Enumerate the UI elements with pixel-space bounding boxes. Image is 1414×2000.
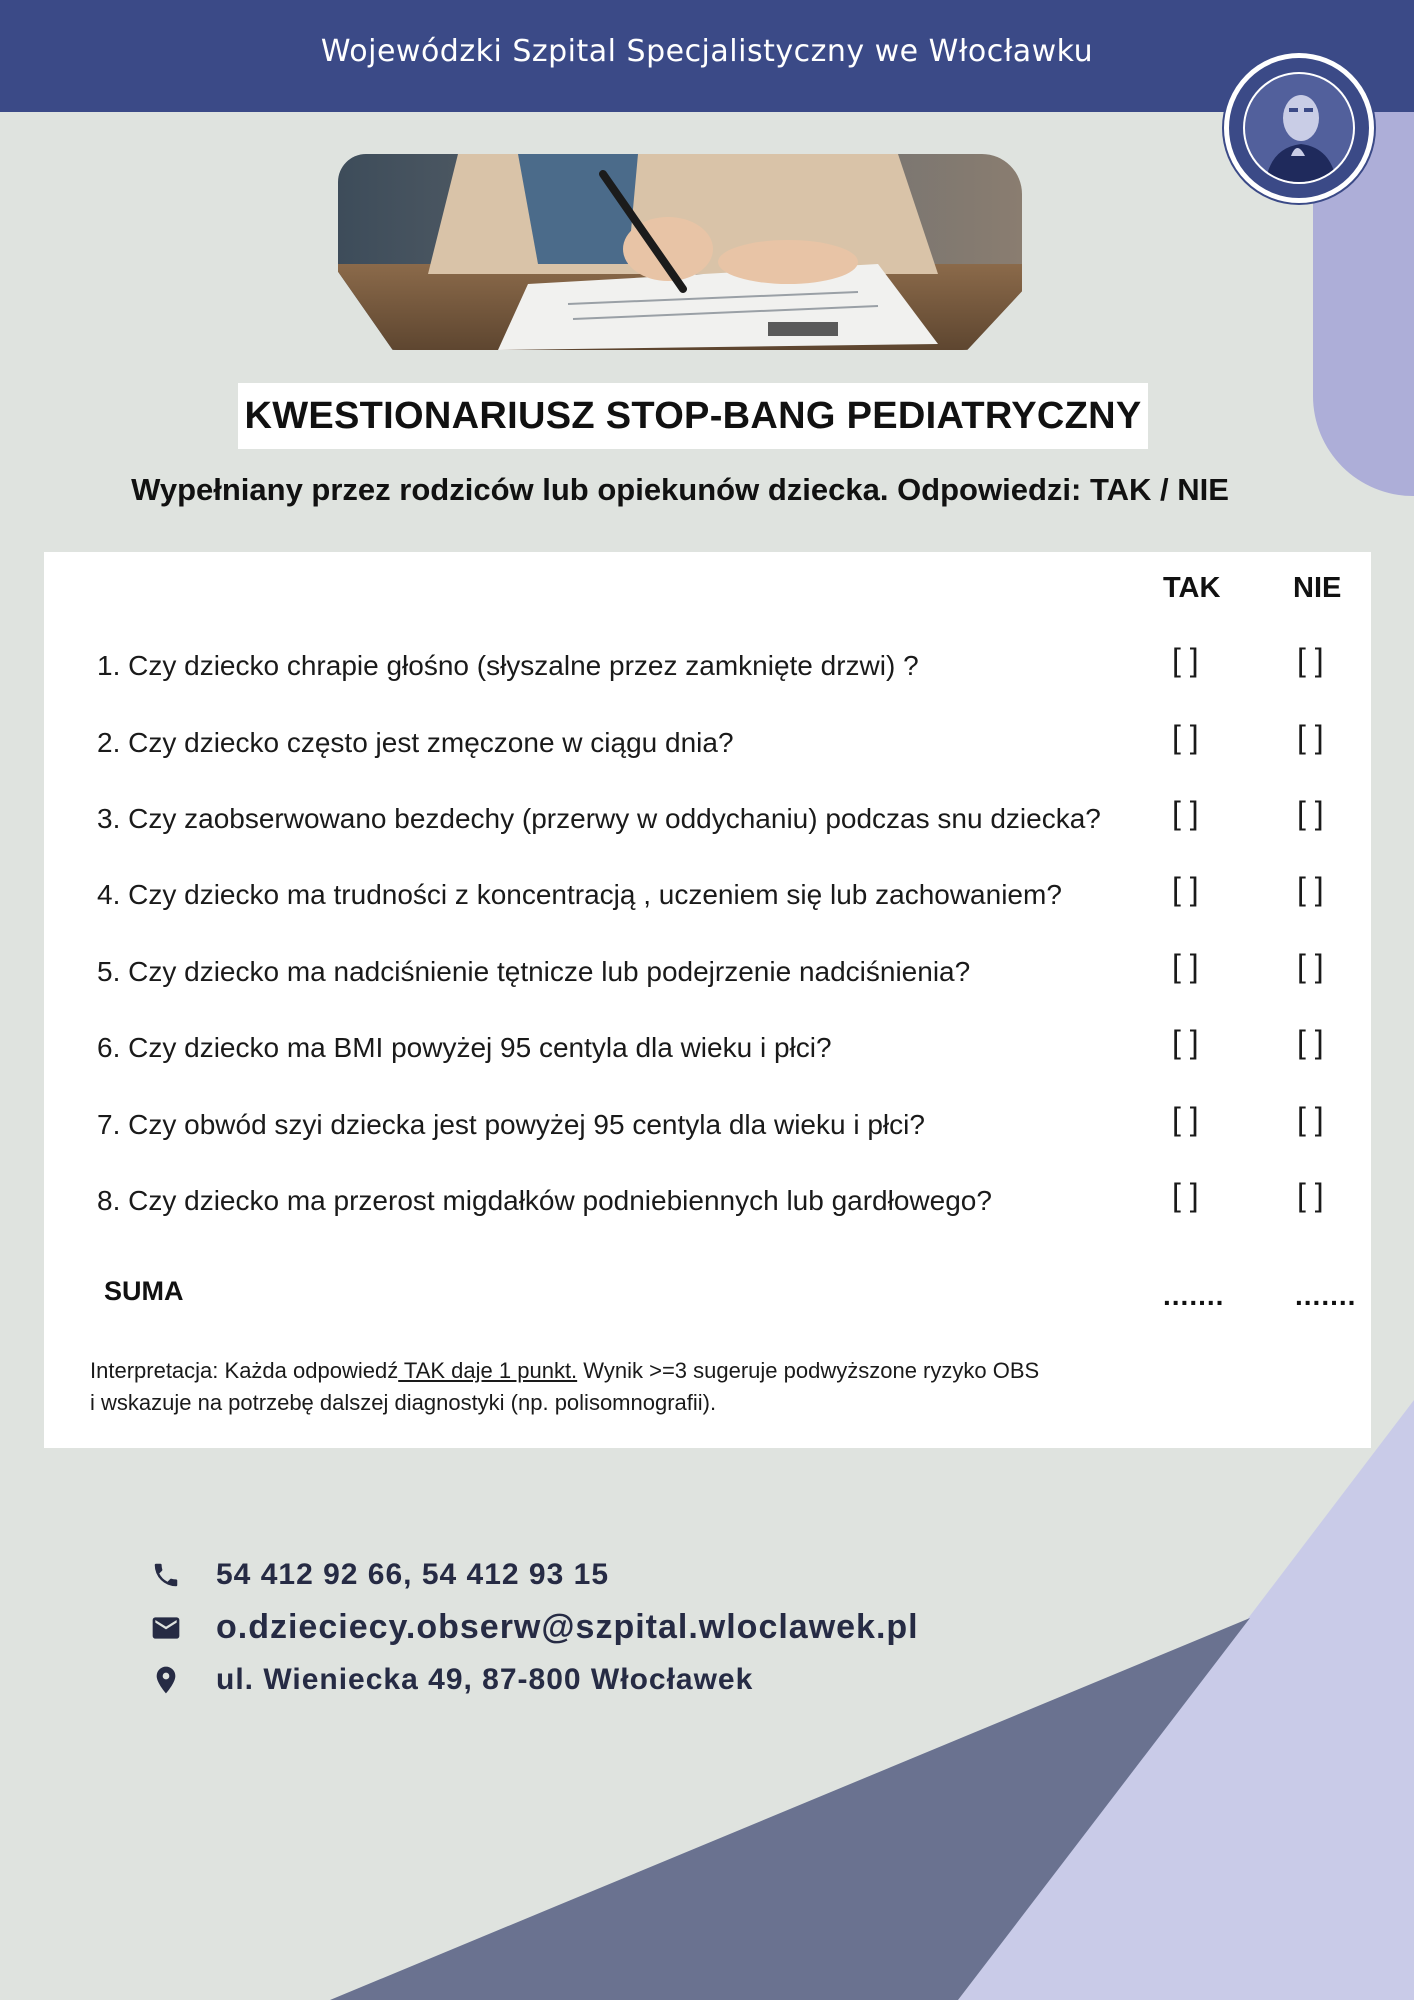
interpretation-suffix: Wynik >=3 sugeruje podwyższone ryzyko OBS: [577, 1358, 1040, 1383]
sum-label: SUMA: [104, 1276, 184, 1306]
contact-email[interactable]: o.dzieciecy.obserw@szpital.wloclawek.pl: [216, 1608, 919, 1646]
question-8: 8. Czy dziecko ma przerost migdałków podniebiennych lub gardłowego?: [97, 1185, 992, 1216]
column-header-no: NIE: [1293, 572, 1342, 604]
logo-portrait: [1243, 72, 1355, 184]
checkbox-yes-5[interactable]: [ ]: [1172, 948, 1199, 984]
checkbox-no-8[interactable]: [ ]: [1297, 1177, 1324, 1213]
question-1: 1. Czy dziecko chrapie głośno (słyszalne przez zamknięte drzwi) ?: [97, 650, 919, 681]
checkbox-no-2[interactable]: [ ]: [1297, 719, 1324, 755]
question-6: 6. Czy dziecko ma BMI powyżej 95 centyla dla wieku i płci?: [97, 1032, 832, 1063]
question-2: 2. Czy dziecko często jest zmęczone w ciągu dnia?: [97, 727, 734, 758]
header-photo: [338, 154, 1022, 350]
column-header-yes: TAK: [1163, 572, 1221, 604]
interpretation-line2: i wskazuje na potrzebę dalszej diagnostyki (np. polisomnografii).: [90, 1390, 717, 1415]
checkbox-yes-3[interactable]: [ ]: [1172, 795, 1199, 831]
contact-email-row: [148, 1608, 919, 1647]
hospital-logo: [1224, 53, 1374, 203]
interpretation-prefix: Interpretacja: Każda odpowiedź: [90, 1358, 399, 1383]
question-5: 5. Czy dziecko ma nadciśnienie tętnicze lub podejrzenie nadciśnienia?: [97, 956, 971, 987]
contact-address: ul. Wieniecka 49, 87-800 Włocławek: [216, 1663, 754, 1696]
portrait-icon: [1245, 74, 1355, 184]
header-bar: [0, 0, 1414, 112]
question-7: 7. Czy obwód szyi dziecka jest powyżej 95 centyla dla wieku i płci?: [97, 1109, 925, 1140]
phone-icon: [148, 1557, 184, 1593]
question-4: 4. Czy dziecko ma trudności z koncentracją , uczeniem się lub zachowaniem?: [97, 879, 1062, 910]
form-title: KWESTIONARIUSZ STOP-BANG PEDIATRYCZNY: [238, 383, 1148, 449]
writing-photo-illustration: [338, 154, 1022, 350]
checkbox-yes-2[interactable]: [ ]: [1172, 719, 1199, 755]
checkbox-no-5[interactable]: [ ]: [1297, 948, 1324, 984]
contact-address-row: [148, 1662, 753, 1698]
hospital-name: Wojewódzki Szpital Specjalistyczny we Włocławku: [320, 33, 1094, 69]
sum-no-blank[interactable]: .......: [1295, 1280, 1357, 1311]
checkbox-yes-8[interactable]: [ ]: [1172, 1177, 1199, 1213]
checkbox-yes-1[interactable]: [ ]: [1172, 642, 1199, 678]
question-3: 3. Czy zaobserwowano bezdechy (przerwy w oddychaniu) podczas snu dziecka?: [97, 803, 1101, 834]
contact-phone-row: [148, 1557, 609, 1593]
checkbox-yes-4[interactable]: [ ]: [1172, 871, 1199, 907]
checkbox-no-1[interactable]: [ ]: [1297, 642, 1324, 678]
interpretation-note: [90, 1355, 1090, 1419]
checkbox-yes-7[interactable]: [ ]: [1172, 1101, 1199, 1137]
interpretation-underlined: TAK daje 1 punkt.: [398, 1358, 578, 1383]
checkbox-no-4[interactable]: [ ]: [1297, 871, 1324, 907]
checkbox-no-3[interactable]: [ ]: [1297, 795, 1324, 831]
checkbox-yes-6[interactable]: [ ]: [1172, 1024, 1199, 1060]
questionnaire-card: [44, 552, 1371, 1448]
form-subtitle: Wypełniany przez rodziców lub opiekunów dziecka. Odpowiedzi: TAK / NIE: [131, 472, 1229, 507]
checkbox-no-6[interactable]: [ ]: [1297, 1024, 1324, 1060]
checkbox-no-7[interactable]: [ ]: [1297, 1101, 1324, 1137]
contact-phone[interactable]: 54 412 92 66, 54 412 93 15: [216, 1558, 610, 1591]
sum-yes-blank[interactable]: .......: [1163, 1280, 1225, 1311]
mail-icon: [148, 1610, 184, 1646]
location-pin-icon: [148, 1662, 184, 1698]
